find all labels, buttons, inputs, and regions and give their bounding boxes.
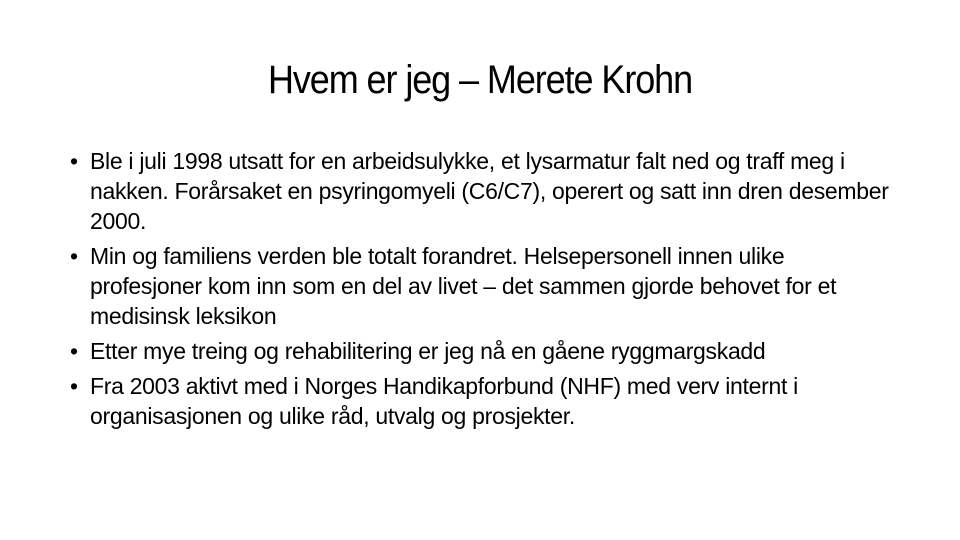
bullet-text: Min og familiens verden ble totalt forandret. Helsepersonell innen ulike profesjoner kom inn som en del av livet – det sammen gjorde behovet for et medisinsk leksikon — [90, 243, 837, 329]
bullet-list — [70, 146, 900, 436]
bullet-item — [70, 371, 900, 431]
bullet-dot-icon: • — [70, 243, 78, 269]
bullet-text: Fra 2003 aktivt med i Norges Handikapforbund (NHF) med verv internt i organisasjonen og ulike råd, utvalg og prosjekter. — [90, 373, 798, 429]
bullet-dot-icon: • — [70, 148, 78, 174]
bullet-item — [70, 241, 900, 331]
bullet-dot-icon: • — [70, 338, 78, 364]
bullet-text: Ble i juli 1998 utsatt for en arbeidsulykke, et lysarmatur falt ned og traff meg i nakken. Forårsaket en psyringomyeli (C6/C7), operert og satt inn dren desember 2000. — [90, 148, 889, 234]
slide-title: Hvem er jeg – Merete Krohn — [267, 58, 693, 102]
bullet-dot-icon: • — [70, 373, 78, 399]
bullet-item — [70, 336, 900, 366]
bullet-text: Etter mye treing og rehabilitering er jeg nå en gåene ryggmargskadd — [90, 338, 766, 364]
bullet-item — [70, 146, 900, 236]
